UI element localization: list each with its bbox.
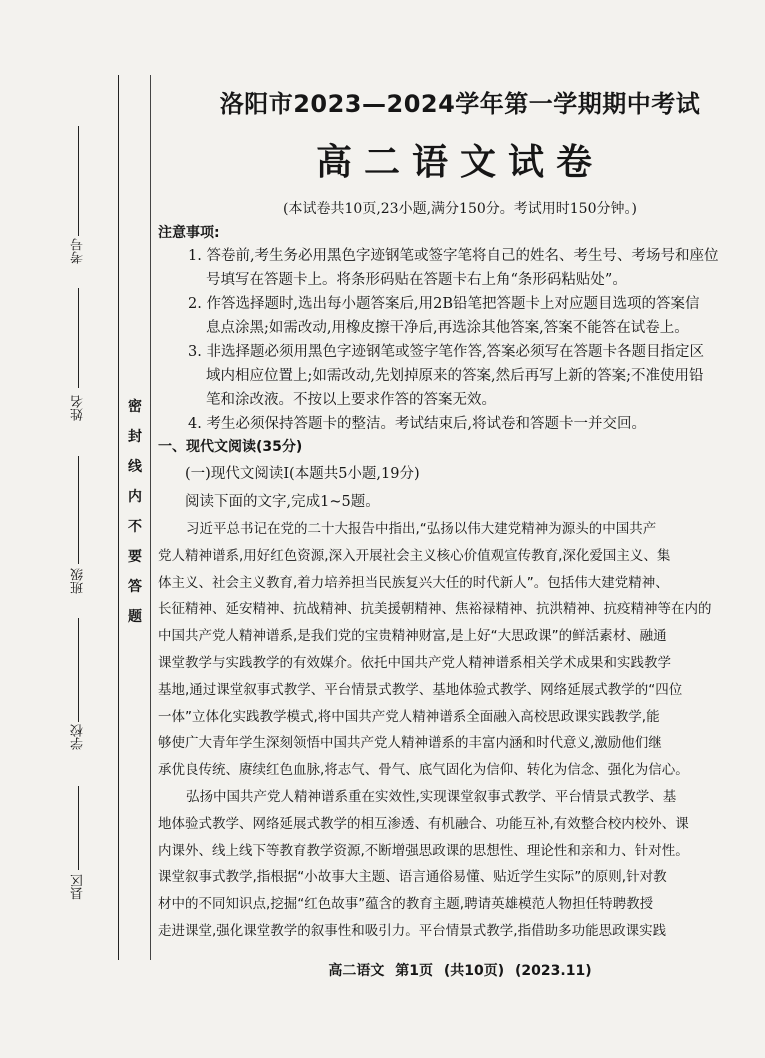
passage-line: 走进课堂,强化课堂教学的叙事性和吸引力。平台情景式教学,指借助多功能思政课实践	[158, 922, 667, 939]
passage-line: 习近平总书记在党的二十大报告中指出,“弘扬以伟大建党精神为源头的中国共产	[186, 521, 657, 537]
exam-number-field	[58, 238, 98, 264]
notice-heading: 注意事项:	[158, 225, 220, 241]
notice-item-4: 4. 考生必须保持答题卡的整洁。考试结束后,将试卷和答题卡一并交回。	[188, 416, 647, 432]
passage-line: 课堂叙事式教学,指根据“小故事大主题、语言通俗易懂、贴近学生实际”的原则,针对教	[158, 869, 667, 886]
passage-line: 承优良传统、赓续红色血脉,将志气、骨气、底气固化为信仰、转化为信念、强化为信心。	[158, 762, 689, 779]
class-field	[58, 568, 98, 594]
class-label: 班级	[70, 568, 86, 594]
county-field	[58, 874, 98, 900]
passage-line: 长征精神、延安精神、抗战精神、抗美援朝精神、焦裕禄精神、抗洪精神、抗疫精神等在内的	[158, 601, 712, 618]
passage-line: 基地,通过课堂叙事式教学、平台情景式教学、基地体验式教学、网络延展式教学的“四位	[158, 681, 683, 698]
name-label: 姓名	[70, 395, 86, 421]
passage-line: 够使广大青年学生深刻领悟中国共产党人精神谱系的丰富内涵和时代意义,激励他们继	[158, 735, 662, 752]
subject-title: 高二语文试卷	[315, 141, 604, 183]
passage-line: 材中的不同知识点,挖掘“红色故事”蕴含的教育主题,聘请英雄模范人物担任特聘教授	[158, 896, 654, 913]
binding-line	[118, 75, 119, 960]
school-label: 学校	[70, 724, 86, 750]
passage-line: 课堂教学与实践教学的有效媒介。依托中国共产党人精神谱系相关学术成果和实践教学	[158, 654, 671, 671]
county-underline	[58, 780, 98, 870]
subsection-heading: (一)现代文阅读Ⅰ(本题共5小题,19分)	[185, 466, 420, 482]
class-underline	[58, 450, 98, 564]
name-underline	[58, 282, 98, 388]
exam-title: 洛阳市2023—2024学年第一学期期中考试	[219, 90, 701, 118]
seal-line	[150, 75, 151, 960]
name-field	[58, 395, 98, 421]
passage-line: 弘扬中国共产党人精神谱系重在实效性,实现课堂叙事式教学、平台情景式教学、基	[186, 788, 677, 805]
notice-item-2: 2. 作答选择题时,选出每小题答案后,用2B铅笔把答题卡上对应题目选项的答案信 息点涂黑;如需改动,用橡皮擦干净后,再选涂其他答案,答案不能答在试卷上。	[188, 296, 700, 336]
passage-line: 党人精神谱系,用好红色资源,深入开展社会主义核心价值观宣传教育,深化爱国主义、集	[158, 547, 671, 564]
passage-line: 内课外、线上线下等教育教学资源,不断增强思政课的思想性、理论性和亲和力、针对性。	[158, 842, 689, 859]
page-footer: 高二语文 第1页 (共10页) (2023.11)	[328, 963, 592, 979]
county-label: 县区	[70, 874, 86, 900]
section-heading: 一、现代文阅读(35分)	[158, 439, 303, 455]
notice-item-3: 3. 非选择题必须用黑色字迹钢笔或签字笔作答,答案必须写在答题卡各题目指定区 域内相应位置上;如需改动,先划掉原来的答案,然后再写上新的答案;不准使用铅 笔和涂改液。不按以上要求作答的答案无效。	[188, 344, 705, 408]
school-underline	[58, 612, 98, 722]
seal-warning: 密 封 线 内 不 要 答 题	[128, 399, 142, 625]
reading-instruction: 阅读下面的文字,完成1~5题。	[185, 494, 380, 510]
exam-number-underline	[58, 120, 98, 236]
exam-info: (本试卷共10页,23小题,满分150分。考试用时150分钟。)	[283, 201, 637, 217]
passage-line: 一体”立体化实践教学模式,将中国共产党人精神谱系全面融入高校思政课实践教学,能	[158, 708, 660, 725]
passage-line: 体主义、社会主义教育,着力培养担当民族复兴大任的时代新人”。包括伟大建党精神、	[158, 574, 669, 591]
passage-line: 地体验式教学、网络延展式教学的相互渗透、有机融合、功能互补,有效整合校内校外、课	[158, 815, 689, 832]
reading-passage	[158, 516, 765, 945]
exam-number-label: 考号	[70, 238, 86, 264]
passage-line: 中国共产党人精神谱系,是我们党的宝贵精神财富,是上好“大思政课”的鲜活素材、融通	[158, 628, 667, 645]
notice-item-1: 1. 答卷前,考生务必用黑色字迹钢笔或签字笔将自己的姓名、考生号、考场号和座位 号填写在答题卡上。将条形码贴在答题卡右上角“条形码粘贴处”。	[188, 248, 719, 288]
school-field	[58, 724, 98, 750]
